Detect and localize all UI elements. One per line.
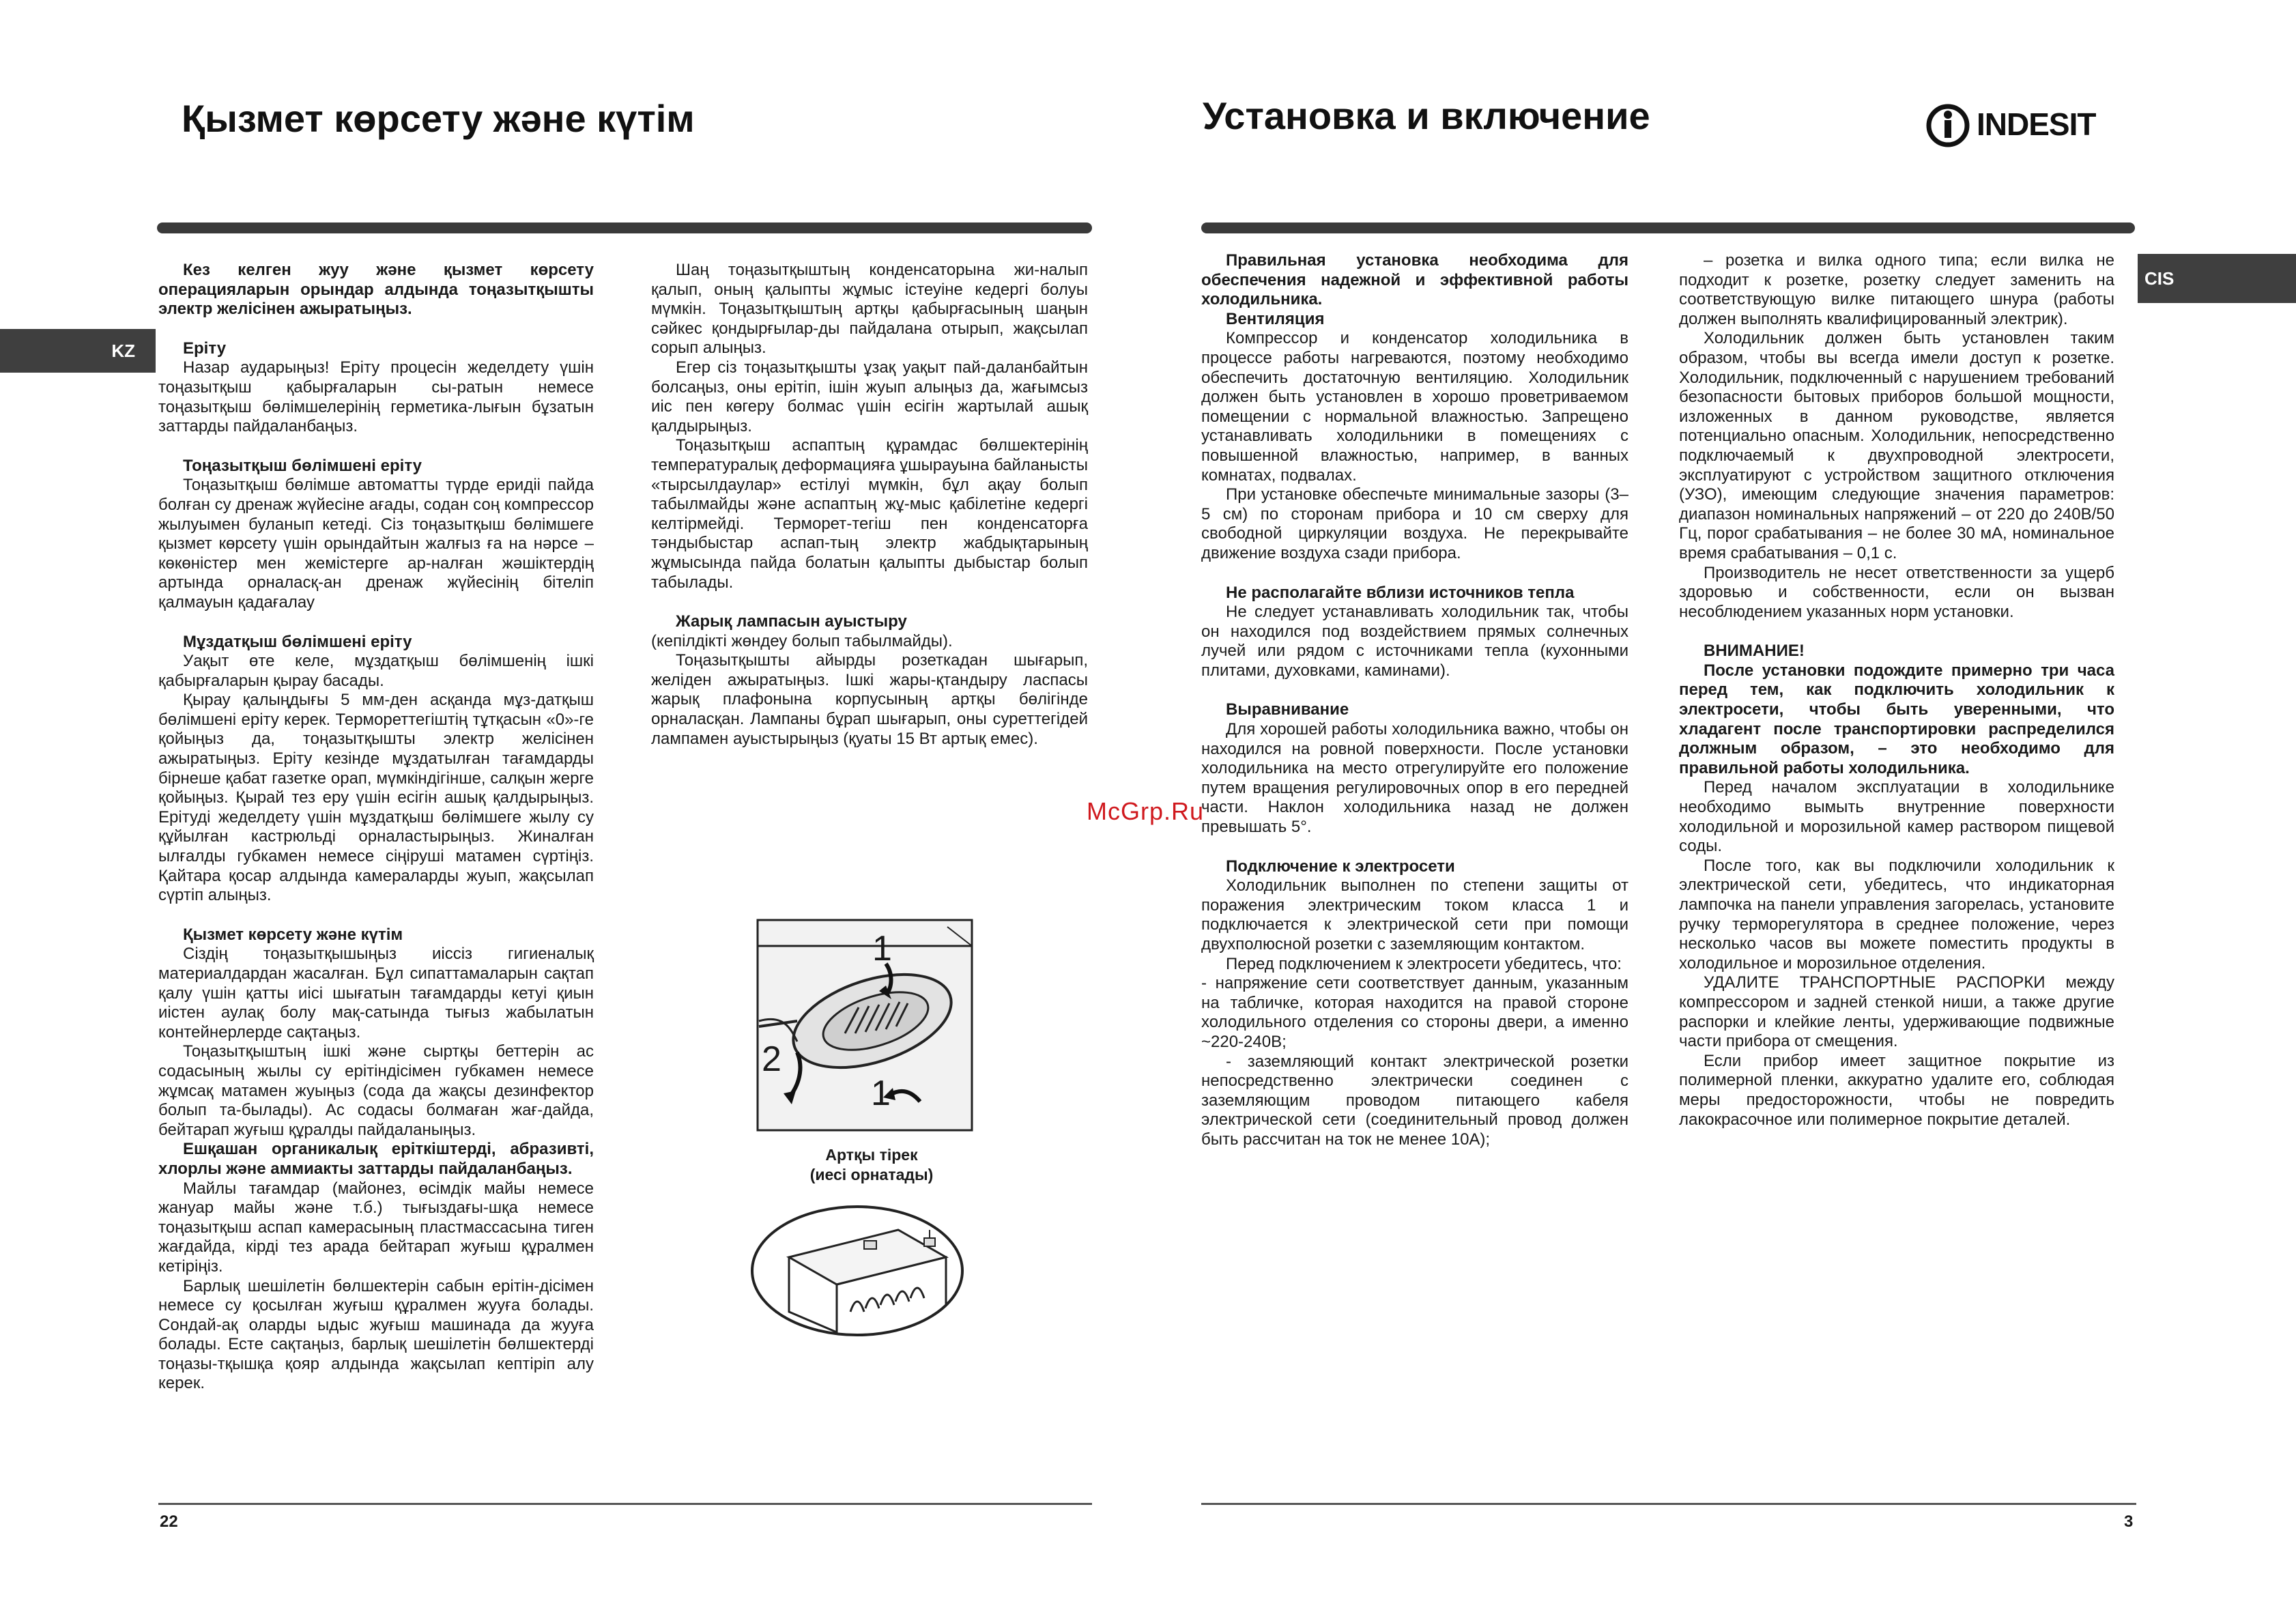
- paragraph: Барлық шешілетін бөлшектерін сабын ерітін-дісімен немесе су қосылған жуғыш құралмен жууға болады. Сондай-ақ оларды ыдыс жуғыш машинада да жууға болады. Есте сақтаңыз, барлық шешілетін бөлшектерді тоңазы-тқышқа қояр алдында жақсылап кептіріп алу керек.: [158, 1276, 594, 1393]
- figure-label-1-top: 1: [872, 929, 892, 968]
- paragraph: Для хорошей работы холодильника важно, чтобы он находился на ровной поверхности. После установки холодильника на место отрегулируйте его положение путем вращения регулировочных опор в его передней части. Наклон холодильника назад не должен превышать 5°.: [1201, 720, 1628, 837]
- section-heading: ВНИМАНИЕ!: [1704, 642, 1805, 661]
- left-text-column-2: [651, 261, 1088, 749]
- watermark: McGrp.Ru: [1087, 797, 1205, 825]
- right-language-tab: [2138, 254, 2296, 303]
- brand-logo-icon: [1925, 100, 1971, 149]
- section-heading: Мұздатқыш бөлімшені еріту: [183, 632, 412, 651]
- section-heading: Тоңазытқыш бөлімшені еріту: [183, 456, 422, 475]
- left-header-rule: [157, 222, 1092, 233]
- section-heading: Жарық лампасын ауыстыру: [676, 612, 907, 631]
- paragraph: Производитель не несет ответственности за ущерб здоровью и собственности, если он вызван несоблюдением указанных норм установки.: [1679, 563, 2114, 621]
- figure-caption: [759, 1145, 984, 1185]
- brand-logo: [1925, 100, 2095, 149]
- paragraph: После того, как вы подключили холодильник к электрической сети, убедитесь, что индикаторная лампочка на панели управления загорелась, установите ручку терморегулятора в среднее положение, через несколько часов вы можете поместить продукты в холодильное и морозильное отделения.: [1679, 856, 2114, 973]
- paragraph: - заземляющий контакт электрической розетки непосредственно электрически соединен с заземляющим проводом питающего кабеля электрической сети (соединительный провод должен быть рассчитан на ток не менее 10А);: [1201, 1052, 1628, 1149]
- right-language-tab-label: CIS: [2144, 268, 2175, 289]
- paragraph: Назар аударыңыз! Еріту процесін жеделдету үшін тоңазытқыш қабырғаларын сы-ратын немесе тоңазытқыш бөлімшелерінің герметика-лығын бұзатын заттарды пайдаланбаңыз.: [158, 358, 594, 436]
- right-text-column-1: [1201, 251, 1628, 1150]
- paragraph: Перед началом эксплуатации в холодильнике необходимо вымыть внутренние поверхности холодильной и морозильной камер раствором пищевой соды.: [1679, 778, 2114, 856]
- paragraph: Компрессор и конденсатор холодильника в процессе работы нагреваются, поэтому необходимо обеспечить достаточную вентиляцию. Холодильник должен быть установлен в хорошо проветриваемом помещении с нормальной влажностью. Запрещено устанавливать холодильники в помещениях с повышенной влажностью, например, в ванных комнатах, подвалах.: [1201, 329, 1628, 485]
- rear-spacer-illustration: [748, 1203, 966, 1339]
- section-heading: Кез келген жуу және қызмет көрсету операцияларын орындар алдында тоңазытқышты электр желісінен ажыратыңыз.: [158, 261, 594, 319]
- section-heading: Қызмет көрсету және күтім: [183, 925, 403, 944]
- paragraph: Тоңазытқышты айырды розеткадан шығарып, желіден ажыратыңыз. Ішкі жары-қтандыру ласпасы жарық плафонына корпусының артқы бөлігінде орналасқан. Лампаны бұрап шығарып, оны суреттегідей лампамен ауыстырыңыз (қуаты 15 Вт артық емес).: [651, 651, 1088, 748]
- paragraph: – розетка и вилка одного типа; если вилка не подходит к розетке, розетку следует заменить на соответствующую вилке питающего шнура (работы должен выполнять квалифицированный электрик).: [1679, 251, 2114, 328]
- paragraph: Сіздің тоңазытқышыңыз иіссіз гигиеналық материалдардан жасалған. Бұл сипаттамаларын сақтап қалу үшін қатты иісі шығатын тағамдарды кетуі қиын иістен аулақ болу мақ-сатында тығыз жабылатын контейнерлерде сақтаңыз.: [158, 945, 594, 1042]
- figure-caption-line-2: (иесі орнатады): [809, 1166, 934, 1183]
- section-heading: Еріту: [183, 339, 227, 358]
- paragraph: Тоңазытқыш бөлімше автоматты түрде еридіі пайда болған су дренаж жүйесіне ағады, содан соң компрессор жылуымен буланып кетеді. Сіз тоңазытқыш бөлімшеге қызмет көрсету үшін орындайтын жалғыз ға на нәрсе – көкөністер мен жемістерге ар-налған жәшіктердің артында орналасқ-ан дренаж жүйесінің бітеліп қалмауын қадағалау: [158, 476, 594, 612]
- paragraph: Не следует устанавливать холодильник так, чтобы он находился под воздействием прямых солнечных лучей или рядом с источниками тепла (кухонными плитами, духовками, каминами).: [1201, 603, 1628, 680]
- right-footer-rule: [1201, 1503, 2136, 1505]
- lamp-illustration: [756, 919, 973, 1132]
- right-page-title: Установка и включение: [1203, 94, 1650, 137]
- paragraph: Тоңазытқыш аспаптың құрамдас бөлшектерінің температуралық деформацияға ұшырауына байланысты «тырсылдаулар» естілуі мүмкін, бұл ақау болып табылмайды және аспаптың жұ-мыс қабілетіне кедергі келтірмейді. Терморет-тегіш пен конденсаторға тәндыбыстар аспап-тың электр жабдықтарының жұмысында пайда болатын қалыпты дыбыстар болып табылады.: [651, 436, 1088, 592]
- right-text-column-2: [1679, 251, 2114, 1130]
- left-footer-rule: [158, 1503, 1092, 1505]
- left-language-tab: [0, 329, 156, 373]
- right-header-rule: [1201, 222, 2135, 233]
- paragraph: Холодильник должен быть установлен таким образом, чтобы вы всегда имели доступ к розетке. Холодильник, подключенный с нарушением требований безопасности бытовых приборов большой мощности, изложенных в данном руководстве, является потенциально опасным. Холодильник, непосредственно подключаемый к двухпроводной электросети, эксплуатируют с устройством защитного отключения (УЗО), имеющим следующие значения параметров: диапазон номинальных напряжений – от 220 до 240В/50 Гц, порог срабатывания – не более 30 мА, номинальное время срабатывания – 0,1 с.: [1679, 329, 2114, 562]
- intro-heading: Правильная установка необходима для обеспечения надежной и эффективной работы холодильника.: [1201, 251, 1628, 309]
- left-language-tab-label: KZ: [111, 340, 135, 361]
- paragraph: Тоңазытқыштың ішкі және сыртқы беттерін ас содасының жылы су ерітіндісімен губкамен немесе жұмсақ матамен жуыңыз (сода да жақсы дезинфектор болып та-былады). Ас содасы болмаған жағ-дайда, бейтарап жуғыш құралды пайдаланыңыз.: [158, 1042, 594, 1139]
- right-page-number: 3: [2124, 1512, 2134, 1531]
- list-item: - напряжение сети соответствует данным, указанным на табличке, которая находится на правой стороне холодильного отделения со стороны двери, а именно ~220-240В;: [1201, 974, 1628, 1051]
- bold-paragraph: После установки подождите примерно три часа перед тем, как подключить холодильник к электросети, чтобы быть уверенными, что хладагент после транспортировки распределился должным образом, – это необходимо для правильной работы холодильника.: [1679, 661, 2114, 777]
- paragraph: Перед подключением к электросети убедитесь, что:: [1226, 954, 1622, 973]
- paragraph: Майлы тағамдар (майонез, өсімдік майы немесе жануар майы және т.б.) тығыздағы-шқа немесе тоңазытқыш аспап камерасының пластмассасына тиген жағдайда, кірді тез арада бейтарап жуғыш құралмен кетіріңіз.: [158, 1179, 594, 1276]
- figure-label-2: 2: [762, 1039, 781, 1079]
- paragraph: (кепілдікті жөндеу болып табылмайды).: [651, 631, 953, 650]
- paragraph: УДАЛИТЕ ТРАНСПОРТНЫЕ РАСПОРКИ между компрессором и задней стенкой ниши, а также другие распорки и клейкие ленты, удерживающие подвижные части прибора от смещения.: [1679, 973, 2114, 1051]
- paragraph: Если прибор имеет защитное покрытие из полимерной пленки, аккуратно удалите его, соблюдая меры предосторожности, чтобы не повредить лакокрасочное или полимерное покрытие деталей.: [1679, 1051, 2114, 1129]
- figure-label-1-bottom: 1: [871, 1074, 891, 1113]
- rear-spacer-figure: [748, 1203, 966, 1339]
- paragraph: При установке обеспечьте минимальные зазоры (3–5 см) по сторонам прибора и 10 см сверху для свободной циркуляции воздуха. Не перекрывайте движение воздуха сзади прибора.: [1201, 485, 1628, 562]
- lamp-figure: [756, 919, 973, 1132]
- bold-paragraph: Ешқашан органикалық еріткіштерді, абразивті, хлорлы және аммиакты заттарды пайдаланбаңыз.: [158, 1140, 594, 1178]
- section-heading: Подключение к электросети: [1226, 857, 1455, 876]
- paragraph: Уақыт өте келе, мұздатқыш бөлімшенің ішкі қабырғаларын қырау басады.: [158, 652, 594, 690]
- section-heading: Не располагайте вблизи источников тепла: [1226, 583, 1575, 602]
- paragraph: Холодильник выполнен по степени защиты от поражения электрическим током класса 1 и подключается к электрической сети при помощи двухполюсной розетки с заземляющим контактом.: [1201, 876, 1628, 953]
- paragraph: Қырау қалыңдығы 5 мм-ден асқанда мұз-датқыш бөлімшені еріту керек. Термореттегіштің тұтқасын «0»-ге қойыңыз да, тоңазытқышты электр желісінен ажыратыңыз. Еріту кезінде мұздатылған тағамдарды бірнеше қабат газетке орап, мүмкіндігінше, салқын жерге қойыңыз. Қырай тез еру үшін есігін ашық қалдырыңыз. Ерітуді жеделдету үшін мұздатқыш бөлімшеге жылу су құйылған кастрюльді орналастырыңыз. Жиналған ылғалды губкамен немесе сіңіруші матамен сүртіңіз. Қайтара қосар алдында камераларды жуып, жақсылап сүртіп алыңыз.: [158, 691, 594, 905]
- brand-logo-text: INDESIT: [1977, 106, 2096, 142]
- section-heading: Выравнивание: [1226, 700, 1349, 719]
- paragraph: Егер сіз тоңазытқышты ұзақ уақыт пай-даланбайтын болсаңыз, оны ерітіп, ішін жуып алыңыз да, жағымсыз иіс пен көгеру болмас үшін есігін жартылай ашық қалдырыңыз.: [651, 358, 1088, 435]
- left-page-title: Қызмет көрсету және күтім: [182, 97, 695, 140]
- figure-caption-line-1: Артқы тірек: [825, 1146, 918, 1164]
- section-heading: Вентиляция: [1226, 309, 1325, 328]
- paragraph: Шаң тоңазытқыштың конденсаторына жи-налып қалып, оның қалыпты жұмыс істеуіне кедергі болуы мүмкін. Тоңазытқыштың артқы қабырғасының шаңын сәйкес қондырғылар-ды пайдалана отырып, жақсылап сорып алыңыз.: [651, 261, 1088, 358]
- left-page-number: 22: [160, 1512, 178, 1531]
- left-text-column-1: [158, 261, 594, 1394]
